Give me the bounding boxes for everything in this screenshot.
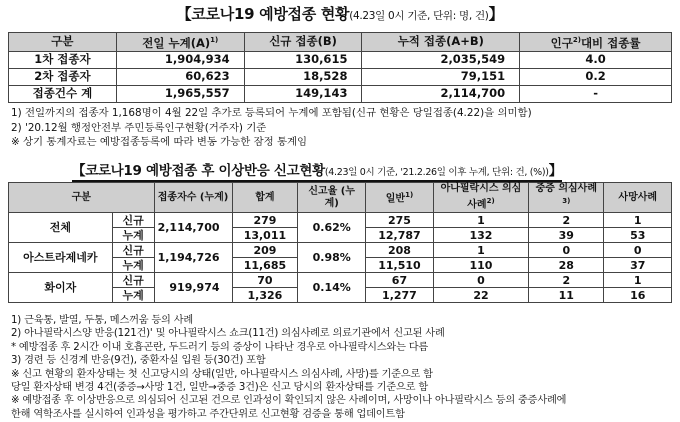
cell-death: 1 [604, 213, 672, 228]
cell-total: 13,011 [232, 228, 298, 243]
adverse-reaction-title [72, 159, 562, 182]
group-name: 아스트라제네카 [9, 243, 113, 273]
note-line: 3) 경련 등 신경계 반응(9건), 중환자실 입원 등(30건) 포함 [11, 355, 266, 367]
title-close-bracket: 】 [548, 163, 562, 179]
header-rate: 신고율 (누계) [298, 183, 366, 213]
vaccination-status-title [0, 3, 680, 24]
cell-anaphylaxis: 0 [433, 273, 528, 288]
status-notes [11, 106, 532, 150]
header-prev-cumulative: 전일 누계$(A)^{1)}$ [116, 33, 244, 52]
cell-general: 67 [366, 273, 434, 288]
cell-rate: 0.2 [520, 68, 672, 85]
cell-total: 70 [232, 273, 298, 288]
row-type: 신규 [112, 243, 154, 258]
group-name: 화이자 [9, 273, 113, 303]
cell-total: 209 [232, 243, 298, 258]
row-type: 누계 [112, 288, 154, 303]
note-line: 1) 전일까지의 접종자 1,168명이 4월 22일 추가로 등록되어 누계에 포함됨(신규 현황은 당일접종(4.22)을 의미함) [11, 107, 532, 119]
note-line: ※ 상기 통계자료는 예방접종등록에 따라 변동 가능한 잠정 통계임 [11, 136, 308, 148]
cell-severe: 11 [529, 288, 604, 303]
cell-vaccinated: 1,194,726 [154, 243, 232, 273]
cell-death: 0 [604, 243, 672, 258]
adverse-reaction-table [8, 182, 672, 303]
note-line: ※ 예방접종 후 이상반응으로 의심되어 신고된 건으로 인과성이 확인되지 않은 사례이며, 사망이나 아나필락시스 등의 중증사례에 [11, 395, 567, 407]
cell-anaphylaxis: 110 [433, 258, 528, 273]
cell-total: 279 [232, 213, 298, 228]
cell-anaphylaxis: 1 [433, 243, 528, 258]
cell-general: 208 [366, 243, 434, 258]
cell-rate: 4.0 [520, 51, 672, 68]
header-anaphylaxis: 아나필락시스 의심사례$^{2)}$ [433, 183, 528, 213]
cell-general: 11,510 [366, 258, 434, 273]
cell-vaccinated: 919,974 [154, 273, 232, 303]
cell-death: 53 [604, 228, 672, 243]
cell-severe: 0 [529, 243, 604, 258]
cell-total: 2,035,549 [362, 51, 520, 68]
cell-general: 1,277 [366, 288, 434, 303]
cell-death: 1 [604, 273, 672, 288]
title-close-bracket: 】 [488, 5, 504, 23]
note-line: 한해 역학조사를 실시하여 인과성을 평가하고 주간단위로 신고현황 검증을 통해 업데이트함 [11, 408, 405, 420]
title-subtitle: (4.23일 0시 기준, 단위: 명, 건) [349, 10, 489, 22]
table-row [9, 68, 672, 85]
cell-severe: 2 [529, 273, 604, 288]
cell-total: 79,151 [362, 68, 520, 85]
cell-death: 16 [604, 288, 672, 303]
table-row [9, 51, 672, 68]
header-total: 누적 접종(A+B) [362, 33, 520, 52]
cell-prev: 1,904,934 [116, 51, 244, 68]
cell-rate: 0.98% [298, 243, 366, 273]
header-vaccinated: 접종자수 (누계) [154, 183, 232, 213]
cell-rate: 0.62% [298, 213, 366, 243]
adverse-reaction-notes [11, 314, 566, 421]
table-row [9, 273, 672, 288]
cell-vaccinated: 2,114,700 [154, 213, 232, 243]
cell-rate: 0.14% [298, 273, 366, 303]
row-type: 신규 [112, 213, 154, 228]
cell-general: 12,787 [366, 228, 434, 243]
cell-new: 149,143 [244, 85, 362, 102]
group-name: 전체 [9, 213, 113, 243]
cell-prev: 60,623 [116, 68, 244, 85]
header-general: 일반$^{1)}$ [366, 183, 434, 213]
cell-total: 11,685 [232, 258, 298, 273]
cell-severe: 28 [529, 258, 604, 273]
cell-prev: 1,965,557 [116, 85, 244, 102]
title-main: 【코로나19 예방접종 후 이상반응 신고현황 [72, 163, 325, 179]
note-line: * 예방접종 후 2시간 이내 호흡곤란, 두드러기 등의 증상이 나타난 경우로 아나필락시스와는 다름 [11, 341, 429, 353]
row-type: 누계 [112, 258, 154, 273]
cell-severe: 2 [529, 213, 604, 228]
table-row [9, 213, 672, 228]
note-line: 1) 근육통, 발열, 두통, 메스꺼움 등의 사례 [11, 315, 194, 326]
header-death: 사망사례 [604, 183, 672, 213]
row-type: 누계 [112, 228, 154, 243]
cell-new: 18,528 [244, 68, 362, 85]
header-new: 신규 접종(B) [244, 33, 362, 52]
row-label: 2차 접종자 [9, 68, 117, 85]
header-severe: 중증 의심사례$^{3)}$ [529, 183, 604, 213]
table-row [9, 243, 672, 258]
cell-death: 37 [604, 258, 672, 273]
header-rate: 인구$^{2)}$대비 접종률 [520, 33, 672, 52]
header-category: 구분 [9, 33, 117, 52]
header-category: 구분 [9, 183, 155, 213]
cell-total: 2,114,700 [362, 85, 520, 102]
row-label: 1차 접종자 [9, 51, 117, 68]
note-line: 2) 아나필락시스양 반응(121건)' 및 아나필락시스 쇼크(11건) 의심사례로 의료기관에서 신고된 사례 [11, 328, 445, 340]
title-main: 【코로나19 예방접종 현황 [176, 5, 350, 23]
cell-anaphylaxis: 132 [433, 228, 528, 243]
note-line: ※ 신고 현황의 환자상태는 첫 신고당시의 상태(일반, 아나필락시스 의심사례, 사망)를 기준으로 함 [11, 368, 433, 380]
note-line: 당일 환자상태 변경 4건(중증→사망 1건, 일반→중증 3건)은 신고 당시의 환자상태를 기준으로 함 [11, 382, 428, 394]
cell-new: 130,615 [244, 51, 362, 68]
table-row [9, 85, 672, 102]
cell-total: 1,326 [232, 288, 298, 303]
table-header-row [9, 33, 672, 52]
cell-general: 275 [366, 213, 434, 228]
header-total: 합계 [232, 183, 298, 213]
row-label: 접종건수 계 [9, 85, 117, 102]
cell-rate: - [520, 85, 672, 102]
cell-anaphylaxis: 1 [433, 213, 528, 228]
row-type: 신규 [112, 273, 154, 288]
vaccination-status-table [8, 32, 672, 103]
note-line: 2) '20.12월 행정안전부 주민등록인구현황(거주자) 기준 [11, 121, 267, 134]
title-subtitle: (4.23일 0시 기준, '21.2.26일 이후 누계, 단위: 건, (%)) [324, 167, 549, 178]
cell-anaphylaxis: 22 [433, 288, 528, 303]
cell-severe: 39 [529, 228, 604, 243]
table-header-row [9, 183, 672, 213]
